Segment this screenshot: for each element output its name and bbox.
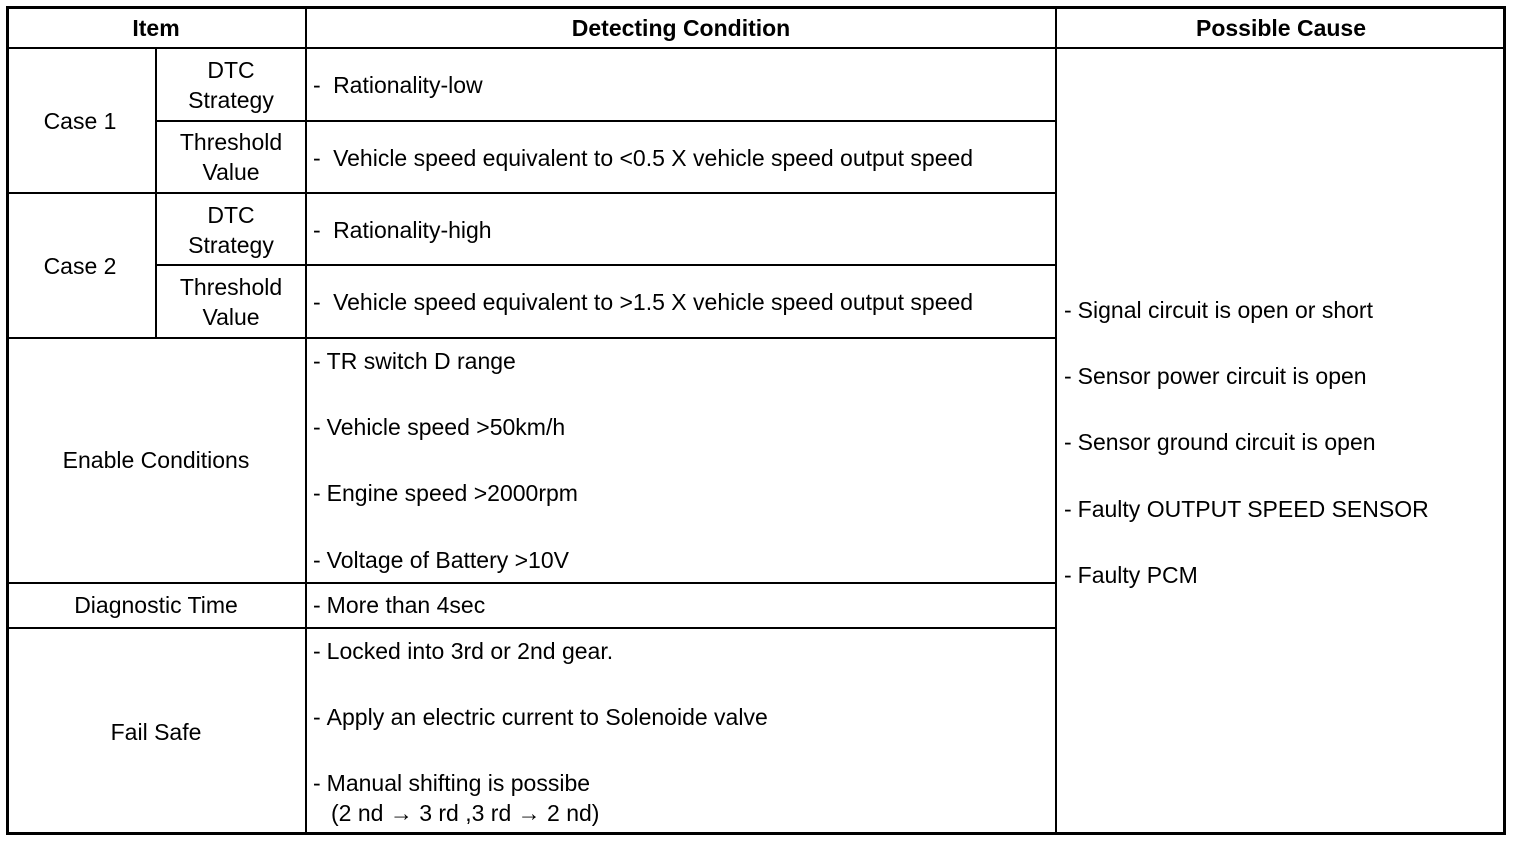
- dash: -: [313, 145, 321, 171]
- possible-cause-item: - Faulty PCM: [1064, 562, 1198, 588]
- column-divider: [1055, 6, 1057, 835]
- dash: -: [313, 289, 321, 315]
- dash: -: [313, 217, 321, 243]
- case2-dtc-strategy-label: DTC Strategy: [188, 202, 274, 258]
- case1-threshold-label: Threshold Value: [179, 129, 283, 185]
- enable-condition-item: - Engine speed >2000rpm: [313, 480, 578, 506]
- case1-dtc-strategy-label: DTC Strategy: [188, 57, 274, 113]
- possible-cause-item: - Sensor ground circuit is open: [1064, 429, 1376, 455]
- enable-conditions-label: Enable Conditions: [62, 447, 250, 473]
- diagnostic-time-value: - More than 4sec: [313, 592, 486, 618]
- enable-condition-item: - TR switch D range: [313, 348, 516, 374]
- row-divider: [6, 192, 1056, 194]
- header-detecting-condition: Detecting Condition: [571, 15, 791, 41]
- row-divider: [156, 120, 1056, 122]
- enable-condition-item: - Voltage of Battery >10V: [313, 547, 569, 573]
- case1-label: Case 1: [43, 108, 117, 134]
- column-divider: [155, 48, 157, 338]
- case1-threshold-value: - Vehicle speed equivalent to <0.5 X vehicle speed output speed: [313, 145, 974, 171]
- case2-threshold-label: Threshold Value: [179, 274, 283, 330]
- case2-label: Case 2: [43, 253, 117, 279]
- row-divider: [156, 264, 1056, 266]
- fail-safe-item: - Locked into 3rd or 2nd gear.: [313, 638, 614, 664]
- row-divider: [6, 582, 1056, 584]
- case2-threshold-value: - Vehicle speed equivalent to >1.5 X vehicle speed output speed: [313, 289, 974, 315]
- fail-safe-item: - Manual shifting is possibe: [313, 770, 591, 796]
- possible-cause-item: - Sensor power circuit is open: [1064, 363, 1367, 389]
- possible-cause-item: - Faulty OUTPUT SPEED SENSOR: [1064, 496, 1429, 522]
- fail-safe-item: - Apply an electric current to Solenoide valve: [313, 704, 768, 730]
- header-possible-cause: Possible Cause: [1195, 15, 1367, 41]
- row-divider: [6, 47, 1506, 49]
- case1-dtc-strategy-value: - Rationality-low: [313, 72, 483, 98]
- header-item: Item: [132, 15, 180, 41]
- column-divider: [305, 6, 307, 835]
- diagnostic-time-label: Diagnostic Time: [74, 592, 238, 618]
- enable-condition-item: - Vehicle speed >50km/h: [313, 414, 566, 440]
- case2-dtc-strategy-value: - Rationality-high: [313, 217, 492, 243]
- possible-cause-item: - Signal circuit is open or short: [1064, 297, 1373, 323]
- fail-safe-label: Fail Safe: [110, 719, 202, 745]
- row-divider: [6, 627, 1056, 629]
- dash: -: [313, 72, 321, 98]
- fail-safe-note: (2 nd → 3 rd ,3 rd → 2 nd): [331, 800, 600, 826]
- row-divider: [6, 337, 1056, 339]
